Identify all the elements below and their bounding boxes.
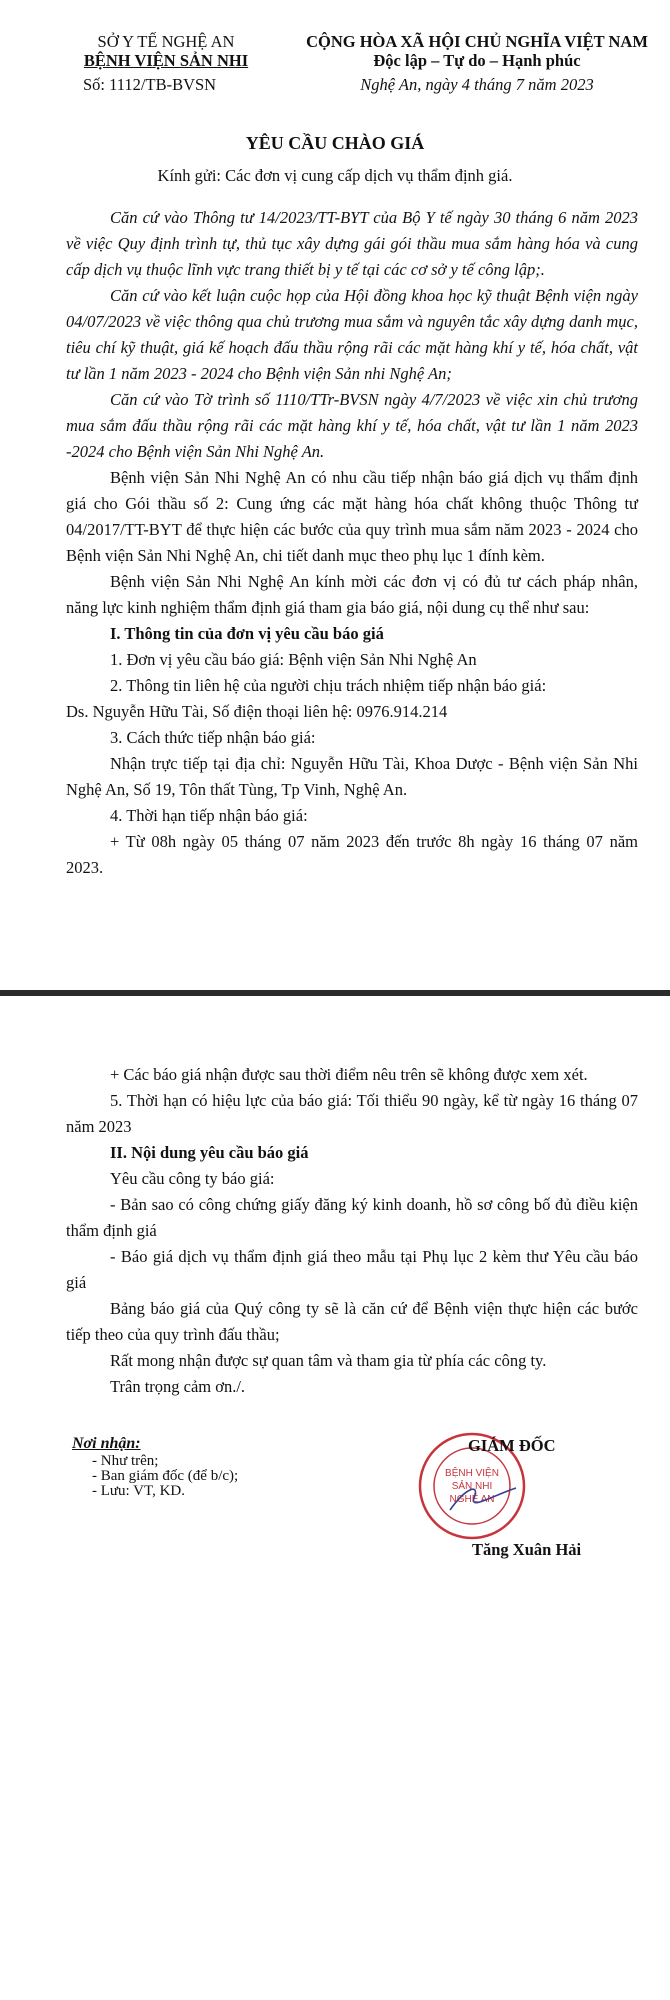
body-paragraph: - Bản sao có công chứng giấy đăng ký kinh doanh, hồ sơ công bố đủ điều kiện thẩm định giá — [66, 1195, 638, 1240]
body-paragraph: Căn cứ vào kết luận cuộc họp của Hội đồng khoa học kỹ thuật Bệnh viện ngày 04/07/2023 về việc thông qua chủ trương mua sắm và nguyên tắc xây dựng danh mục, tiêu chí kỹ thuật, giá kế hoạch đấu thầu rộng rãi các mặt hàng khí y tế, hóa chất, vật tư lần 1 năm 2023 - 2024 cho Bệnh viện Sản nhi Nghệ An; — [66, 286, 638, 383]
body-paragraph: II. Nội dung yêu cầu báo giá — [110, 1143, 309, 1162]
body-paragraph: 1. Đơn vị yêu cầu báo giá: Bệnh viện Sản Nhi Nghệ An — [110, 650, 477, 669]
body-paragraph: I. Thông tin của đơn vị yêu cầu báo giá — [110, 624, 384, 643]
document-page-1 — [0, 0, 670, 990]
seal-text-line: BỆNH VIỆN — [445, 1468, 499, 1479]
distribution-item: - Như trên; — [92, 1453, 159, 1469]
signer-name: Tăng Xuân Hải — [472, 1540, 582, 1559]
document-number: Số: 1112/TB-BVSN — [83, 75, 217, 94]
national-title: CỘNG HÒA XÃ HỘI CHỦ NGHĨA VIỆT NAM — [306, 32, 648, 51]
body-paragraph: Bệnh viện Sản Nhi Nghệ An có nhu cầu tiếp nhận báo giá dịch vụ thẩm định giá cho Gói thầu số 2: Cung ứng các mặt hàng hóa chất không thuộc Thông tư 04/2017/TT-BYT để thực hiện các bước của quy trình mua sắm năm 2023 - 2024 cho Bệnh viện Sản Nhi Nghệ An, chi tiết danh mục theo phụ lục 1 đính kèm. — [66, 468, 638, 565]
document-page-2 — [0, 996, 670, 2000]
seal-text-line: NGHỆ AN — [449, 1494, 495, 1505]
national-motto: Độc lập – Tự do – Hạnh phúc — [373, 51, 581, 70]
document-title: YÊU CẦU CHÀO GIÁ — [245, 133, 425, 153]
body-paragraph: Bệnh viện Sản Nhi Nghệ An kính mời các đơn vị có đủ tư cách pháp nhân, năng lực kinh nghiệm thẩm định giá tham gia báo giá, nội dung cụ thể như sau: — [66, 572, 638, 617]
place-date: Nghệ An, ngày 4 tháng 7 năm 2023 — [360, 75, 594, 94]
issuing-authority — [66, 32, 266, 94]
body-paragraph: 5. Thời hạn có hiệu lực của báo giá: Tối thiểu 90 ngày, kể từ ngày 16 tháng 07 năm 2023 — [66, 1091, 638, 1136]
distribution-item: - Ban giám đốc (để b/c); — [92, 1468, 239, 1484]
body-paragraph: Ds. Nguyễn Hữu Tài, Số điện thoại liên hệ: 0976.914.214 — [66, 702, 448, 721]
recipient-line: Kính gửi: Các đơn vị cung cấp dịch vụ thẩm định giá. — [157, 166, 513, 185]
body-paragraph: + Từ 08h ngày 05 tháng 07 năm 2023 đến trước 8h ngày 16 tháng 07 năm 2023. — [66, 832, 638, 877]
body-paragraph: 4. Thời hạn tiếp nhận báo giá: — [110, 806, 308, 825]
body-paragraph: Căn cứ vào Tờ trình số 1110/TTr-BVSN ngày 4/7/2023 về việc xin chủ trương mua sắm đấu thầu rộng rãi các mặt hàng khí y tế, hóa chất, vật tư lần 1 năm 2023 -2024 cho Bệnh viện Sản Nhi Nghệ An. — [66, 390, 638, 461]
page1-body — [66, 205, 638, 881]
distribution-list — [72, 1436, 238, 1499]
national-header — [282, 32, 670, 94]
body-paragraph: 2. Thông tin liên hệ của người chịu trách nhiệm tiếp nhận báo giá: — [110, 676, 547, 695]
body-paragraph: Căn cứ vào Thông tư 14/2023/TT-BYT của Bộ Y tế ngày 30 tháng 6 năm 2023 về việc Quy định trình tự, thủ tục xây dựng gái gói thầu mua sắm hàng hóa và cung cấp dịch vụ thuộc lĩnh vực trang thiết bị y tế tại các cơ sở y tế công lập;. — [66, 208, 638, 279]
body-paragraph: Trân trọng cảm ơn./. — [110, 1377, 246, 1396]
seal-text-line: SẢN NHI — [451, 1481, 493, 1492]
body-paragraph: Nhận trực tiếp tại địa chỉ: Nguyễn Hữu Tài, Khoa Dược - Bệnh viện Sản Nhi Nghệ An, Số 19, Tôn thất Tùng, Tp Vinh, Nghệ An. — [66, 754, 638, 799]
hospital-name: BỆNH VIỆN SẢN NHI — [83, 51, 249, 70]
body-paragraph: Yêu cầu công ty báo giá: — [110, 1169, 275, 1188]
page2-body — [66, 1062, 638, 1400]
signer-position: GIÁM ĐỐC — [468, 1436, 556, 1455]
body-paragraph: Bảng báo giá của Quý công ty sẽ là căn cứ để Bệnh viện thực hiện các bước tiếp theo của quy trình đấu thầu; — [66, 1299, 638, 1344]
body-paragraph: 3. Cách thức tiếp nhận báo giá: — [110, 728, 316, 747]
distribution-item: - Lưu: VT, KD. — [92, 1483, 185, 1499]
body-paragraph: - Báo giá dịch vụ thẩm định giá theo mẫu tại Phụ lục 2 kèm thư Yêu cầu báo giá — [66, 1247, 638, 1292]
ministry-name: SỞ Y TẾ NGHỆ AN — [97, 32, 235, 51]
body-paragraph: Rất mong nhận được sự quan tâm và tham gia từ phía các công ty. — [110, 1351, 547, 1370]
body-paragraph: + Các báo giá nhận được sau thời điểm nêu trên sẽ không được xem xét. — [110, 1065, 588, 1084]
distribution-heading: Nơi nhận: — [72, 1435, 141, 1452]
